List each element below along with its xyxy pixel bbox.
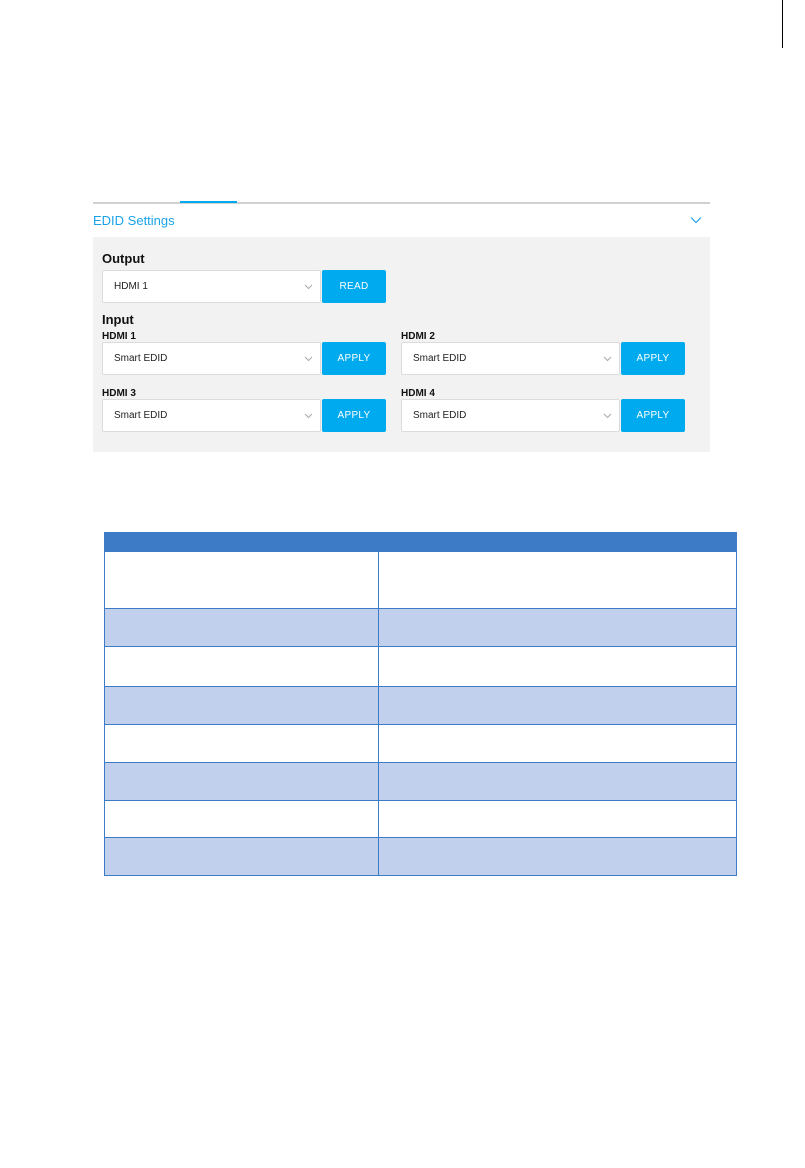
input-heading: Input bbox=[102, 312, 134, 327]
table-row bbox=[105, 609, 737, 647]
output-heading: Output bbox=[102, 251, 145, 266]
table-row bbox=[105, 801, 737, 838]
hdmi1-select-value: Smart EDID bbox=[114, 353, 168, 364]
hdmi1-apply-button[interactable]: APPLY bbox=[322, 342, 386, 375]
hdmi3-edid-select[interactable] bbox=[102, 399, 321, 432]
table-cell bbox=[379, 763, 737, 801]
table-cell bbox=[379, 552, 737, 609]
chevron-down-icon bbox=[304, 412, 313, 420]
table-cell bbox=[105, 763, 379, 801]
info-table bbox=[104, 532, 737, 876]
table-cell bbox=[105, 687, 379, 725]
chevron-down-icon bbox=[603, 412, 612, 420]
chevron-down-icon[interactable] bbox=[690, 214, 702, 226]
chevron-down-icon bbox=[304, 355, 313, 363]
table-cell bbox=[105, 801, 379, 838]
output-select[interactable] bbox=[102, 270, 321, 303]
read-button[interactable]: READ bbox=[322, 270, 386, 303]
hdmi1-edid-select[interactable] bbox=[102, 342, 321, 375]
table-cell bbox=[379, 609, 737, 647]
hdmi4-apply-button[interactable]: APPLY bbox=[621, 399, 685, 432]
table-row bbox=[105, 687, 737, 725]
hdmi2-edid-select[interactable] bbox=[401, 342, 620, 375]
table-cell bbox=[379, 801, 737, 838]
table-row bbox=[105, 647, 737, 687]
hdmi3-select-value: Smart EDID bbox=[114, 410, 168, 421]
table-cell bbox=[379, 725, 737, 763]
table-cell bbox=[379, 687, 737, 725]
table-row bbox=[105, 725, 737, 763]
edid-settings-header[interactable] bbox=[93, 206, 710, 237]
hdmi4-label: HDMI 4 bbox=[401, 388, 435, 399]
hdmi3-apply-button[interactable]: APPLY bbox=[322, 399, 386, 432]
hdmi2-label: HDMI 2 bbox=[401, 331, 435, 342]
hdmi2-apply-button[interactable]: APPLY bbox=[621, 342, 685, 375]
hdmi1-label: HDMI 1 bbox=[102, 331, 136, 342]
table-header-cell bbox=[105, 533, 379, 552]
table-cell bbox=[105, 609, 379, 647]
table-row bbox=[105, 552, 737, 609]
table-cell bbox=[105, 552, 379, 609]
table-cell bbox=[379, 647, 737, 687]
table-cell bbox=[379, 838, 737, 876]
output-select-value: HDMI 1 bbox=[114, 281, 148, 292]
page-edge-marker bbox=[782, 0, 783, 48]
chevron-down-icon bbox=[304, 283, 313, 291]
table-header-row bbox=[105, 533, 737, 552]
hdmi2-select-value: Smart EDID bbox=[413, 353, 467, 364]
section-title: EDID Settings bbox=[93, 213, 175, 228]
table-row bbox=[105, 763, 737, 801]
table-cell bbox=[105, 838, 379, 876]
active-tab-indicator[interactable] bbox=[180, 201, 237, 203]
edid-settings-panel bbox=[93, 237, 710, 452]
hdmi3-label: HDMI 3 bbox=[102, 388, 136, 399]
table-header-cell bbox=[379, 533, 737, 552]
table-cell bbox=[105, 647, 379, 687]
hdmi4-edid-select[interactable] bbox=[401, 399, 620, 432]
table-cell bbox=[105, 725, 379, 763]
chevron-down-icon bbox=[603, 355, 612, 363]
table-row bbox=[105, 838, 737, 876]
hdmi4-select-value: Smart EDID bbox=[413, 410, 467, 421]
